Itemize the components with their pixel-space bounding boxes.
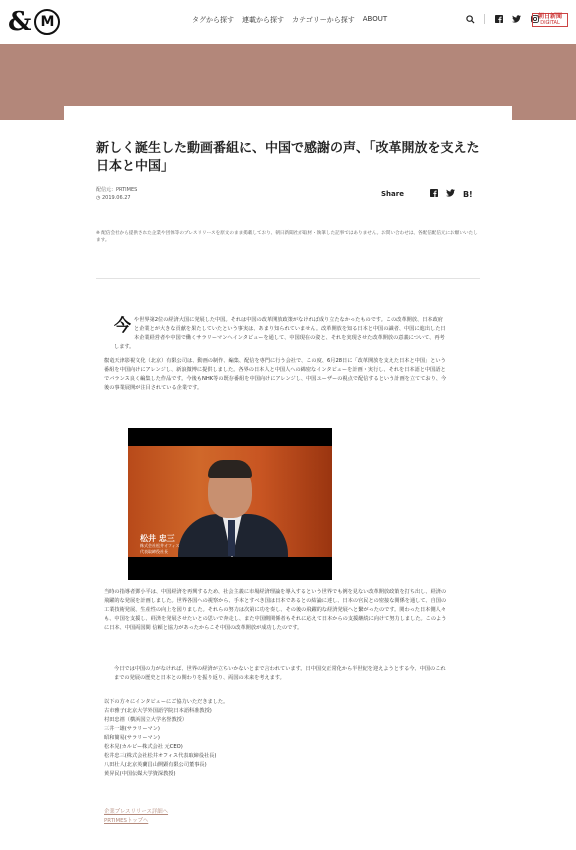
list-item: 三井一雄(サラリーマン) [104, 726, 160, 732]
article-date: 2019.06.27 [101, 195, 131, 201]
search-icon[interactable] [466, 15, 475, 24]
press-release-notice: ※ 配信会社から提供された企業や団体等のプレスリリースを原文のまま掲載しており、朝日新聞社が取材・執筆した記事ではありません。お問い合わせは、各配信配信元にお願いいたします。 [96, 231, 478, 243]
prtimes-top-link[interactable]: PRTIMESトップへ [104, 818, 149, 824]
list-item: 松井忠三(株式会社松井オフィス代表取締役社長) [104, 753, 217, 759]
video-frame [128, 446, 332, 557]
article-paragraph-1 [114, 316, 448, 352]
nav-item-tags[interactable]: タグから探す [192, 16, 234, 24]
video-caption-role: 代表取締役社長 [140, 549, 168, 554]
press-release-detail-link[interactable]: 企業プレスリリース詳細へ [104, 809, 169, 815]
share-bar [381, 189, 473, 199]
list-item: 松本晃(カルビー株式会社 元CEO) [104, 744, 183, 750]
video-caption [140, 534, 180, 555]
list-item: 昭和簡易(サラリーマン) [104, 735, 160, 741]
clock-icon: ◷ [96, 195, 101, 201]
article-paragraph-3: 当時の指導者鄧小平は、中国経済を再興するため、社会主義に市場経済理論を導入するという世界でも例を見ない改革開放政策を打ち出し、経済の飛躍的な発展を計画しました。世界各国への視察から、手本とすべき国は日本であるとの結論に達し、日本の官民との密接な関係を通して、自国の工業技術発展、生産性の向上を図りました。それらの努力は次第に功を奏し、その後の飛躍的な経済発展へと繋がったのです。関わった日本側人々も、中国を支援し、経済を発展させたいとの思いで奔走し、また中国側関係者もそれに応えて日本からの支援継続に向けて努力しました。このように日本、中国両国間 信頼と協力があったからこそ中国の改革開放が成功したのです。 [104, 589, 447, 631]
video-caption-name: 松井 忠三 [140, 534, 175, 543]
list-intro: 以下の方々にインタビューにご協力いただきました。 [104, 699, 229, 705]
header-divider [484, 14, 485, 24]
facebook-icon[interactable] [430, 189, 438, 199]
article-date-row [96, 194, 137, 202]
video-person-hair [208, 460, 252, 478]
drop-cap: 今 [114, 316, 131, 336]
logo-m-circle: M [34, 9, 60, 35]
article-paragraph-4: 今日では中国の力がなければ、世界の経済が立ちいかないとまで言われています。日中国交正常化から半世紀を迎えようとする今、中国のこれまでの発展の歴史と日本との関わりを振り返り、両国の未来を考えます。 [114, 666, 446, 681]
site-logo[interactable] [8, 8, 60, 36]
video-person-tie [228, 520, 235, 556]
nav-item-series[interactable]: 連載から探す [242, 16, 284, 24]
hatena-icon[interactable]: B! [462, 189, 473, 199]
article-meta [96, 186, 137, 202]
list-item: 八田壮人(北京英蘭昌山開顕有限公司董事長) [104, 762, 207, 768]
share-label: Share [381, 190, 404, 198]
list-item: 村田忠禧（横浜国立大学名誉教授） [104, 717, 188, 723]
article-paragraph-2: 叡竜天津影視文化（北京）有限公司は、動画の制作、編集、配信を専門に行う会社で、この度、6月28日に「改革開放を支えた日本と中国」という番組を中国向けにアレンジし、新浪微博に提供しました。各界の日本人と中国人への綿密なインタビューを計画・実行し、それを日本語と中国語とでバランス良く編集した作品です。今後もNHK等の既存番組を中国向けにアレンジし、中国ユーザーの視点で配信するという計画を立てており、今後の事業展開が注目されている企業です。 [104, 358, 447, 391]
video-player[interactable] [128, 428, 332, 580]
logo-ampersand: & [8, 7, 32, 37]
facebook-icon[interactable] [494, 15, 503, 24]
paragraph-1-text: や世界第2位の経済大国に発展した中国。それは中国の改革開放政策がなければ成り立たなかったものです。この改革開放、日本政府と企業とが大きな貢献を果たしていたという事実は、あまり知られていません。改革開放を知る日本と中国の識者、中国に進出した日本企業経営者や中国で働くサラリーマンへインタビューを通して、中国現在の姿と、それを実現させた改革開放の意義について、再考します。 [114, 317, 446, 350]
article-source: 配信元：PRTIMES [96, 187, 138, 193]
video-caption-company: 株式会社松井オフィス [140, 543, 180, 548]
main-nav [192, 15, 387, 25]
nav-item-about[interactable]: ABOUT [362, 15, 388, 23]
twitter-icon[interactable] [512, 15, 521, 24]
interviewee-list [104, 698, 404, 779]
asahi-logo-text: 朝日新聞 [537, 12, 562, 20]
asahi-digital-logo[interactable] [532, 13, 568, 27]
article-title: 新しく誕生した動画番組に、中国で感謝の声、「改革開放を支えた日本と中国」 [96, 141, 480, 174]
nav-item-categories[interactable]: カテゴリーから探す [292, 16, 355, 24]
asahi-logo-subtext: DIGITAL [540, 19, 560, 26]
list-item: 古市雅子(北京大学外国語学院日本語科准教授) [104, 708, 212, 714]
footer-links [104, 808, 168, 826]
twitter-icon[interactable] [446, 189, 455, 199]
section-divider [96, 278, 480, 279]
site-header [0, 0, 576, 44]
article-card [64, 106, 512, 850]
list-item: 黄昇民(中国伝媒大学資深教授) [104, 771, 176, 777]
